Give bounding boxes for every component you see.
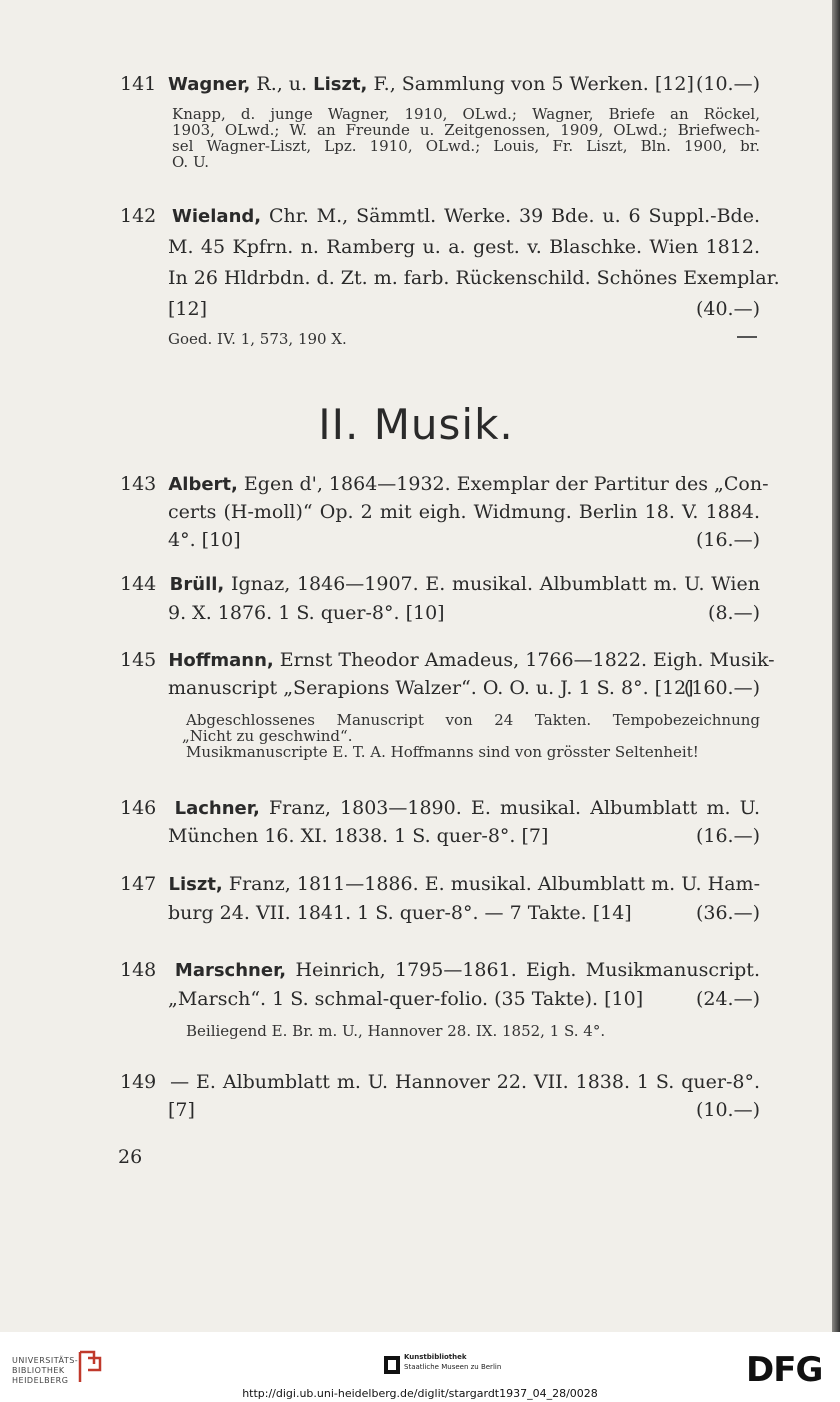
entry-line (120, 648, 775, 672)
entry-145 (120, 648, 775, 761)
entry-text: manuscript „Serapions Walzer“. O. O. u. J. 1 S. 8°. [12] (168, 677, 694, 699)
note-line: Beiliegend E. Br. m. U., Hannover 28. IX. 1852, 1 S. 4°. (186, 1022, 606, 1040)
university-logo-icon (74, 1348, 104, 1386)
entry-text: R., u. (250, 73, 314, 95)
entry-line (120, 204, 760, 228)
source-url[interactable]: http://digi.ub.uni-heidelberg.de/diglit/stargardt1937_04_28/0028 (242, 1387, 598, 1400)
entry-note (120, 712, 760, 760)
note-line: Goed. IV. 1, 573, 190 X. (168, 330, 347, 348)
entry-number: 147 (120, 873, 157, 895)
kunstbibliothek-logo-icon (384, 1356, 400, 1374)
entry-author: Lachner, (174, 798, 260, 819)
entry-author: Liszt, (168, 874, 223, 895)
entry-line (120, 1070, 760, 1094)
entry-text-2: F., Sammlung von 5 Werken. [12] (367, 73, 694, 95)
entry-146 (120, 796, 760, 848)
entry-line (120, 472, 769, 496)
entry-text: 9. X. 1876. 1 S. quer-8°. [10] (168, 602, 445, 624)
kunstbibliothek-label: Kunstbibliothek Staatliche Museen zu Berlin (404, 1353, 502, 1371)
entry-line (120, 824, 760, 848)
entry-line (120, 901, 760, 925)
entry-line (120, 601, 760, 625)
entry-number: 142 (120, 205, 157, 227)
page-edge (832, 0, 840, 1332)
entry-price: (160.—) (683, 677, 760, 699)
entry-note (120, 106, 760, 170)
entry-author: Albert, (168, 474, 238, 495)
entry-line (120, 958, 760, 982)
entry-number: 146 (120, 797, 157, 819)
entry-author: Wieland, (172, 206, 262, 227)
entry-148 (120, 958, 760, 1039)
entry-149 (120, 1070, 760, 1122)
entry-author: Hoffmann, (168, 650, 274, 671)
entry-number: 143 (120, 473, 157, 495)
entry-text: „Marsch“. 1 S. schmal-quer-folio. (35 Takte). [10] (168, 988, 644, 1010)
note-line: O. U. (172, 153, 209, 171)
entry-line (120, 796, 760, 820)
entry-price: (40.—) (695, 298, 760, 320)
entry-author: Brüll, (169, 574, 225, 595)
entry-142 (120, 204, 780, 348)
note-line: Knapp, d. junge Wagner, 1910, OLwd.; Wagner, Briefe an Röckel, (172, 105, 760, 123)
entry-price: (8.—) (708, 602, 760, 624)
entry-text: Heinrich, 1795—1861. Eigh. Musikmanuscript. (286, 959, 760, 981)
note-line: Musikmanuscripte E. T. A. Hoffmanns sind von grösster Seltenheit! (186, 743, 699, 761)
entry-line (120, 1098, 760, 1122)
entry-text: Franz, 1803—1890. E. musikal. Albumblatt m. U. (259, 797, 760, 819)
entry-text: Chr. M., Sämmtl. Werke. 39 Bde. u. 6 Suppl.-Bde. (261, 205, 760, 227)
entry-number: 141 (120, 73, 157, 95)
note-line: sel Wagner-Liszt, Lpz. 1910, OLwd.; Louis, Fr. Liszt, Bln. 1900, br. (172, 137, 760, 155)
entry-line: certs (H-moll)“ Op. 2 mit eigh. Widmung. Berlin 18. V. 1884. (168, 501, 760, 523)
entry-author-2: Liszt, (313, 74, 368, 95)
entry-141 (120, 72, 760, 170)
margin-mark (737, 336, 757, 338)
entry-price: (36.—) (695, 902, 760, 924)
entry-note (120, 1023, 760, 1039)
entry-price: (16.—) (695, 529, 760, 551)
entry-price: (10.—) (695, 1099, 760, 1121)
footer-bar (0, 1332, 840, 1402)
entry-number: 148 (120, 959, 157, 981)
entry-text: Ignaz, 1846—1907. E. musikal. Albumblatt m. U. Wien (224, 573, 760, 595)
university-library-label: UNIVERSITÄTS- BIBLIOTHEK HEIDELBERG (12, 1356, 79, 1385)
entry-147 (120, 872, 760, 925)
entry-text: 4°. [10] (168, 529, 241, 551)
section-heading: II. Musik. (318, 400, 514, 449)
entry-line: In 26 Hldrbdn. d. Zt. m. farb. Rückenschild. Schönes Exemplar. (168, 267, 780, 289)
dfg-logo: DFG (746, 1350, 823, 1390)
entry-text: burg 24. VII. 1841. 1 S. quer-8°. — 7 Takte. [14] (168, 902, 632, 924)
entry-price: (24.—) (695, 988, 760, 1010)
entry-line (120, 528, 760, 552)
entry-line (120, 72, 760, 96)
entry-text: Franz, 1811—1886. E. musikal. Albumblatt m. U. Ham- (222, 873, 760, 895)
entry-text: Ernst Theodor Amadeus, 1766—1822. Eigh. Musik- (273, 649, 775, 671)
entry-author: Wagner, (168, 74, 251, 95)
entry-author: Marschner, (174, 960, 287, 981)
entry-text: [7] (168, 1099, 195, 1121)
entry-number: 144 (120, 573, 157, 595)
entry-text: [12] (168, 298, 208, 320)
entry-note (120, 331, 760, 347)
entry-number: 149 (120, 1071, 157, 1093)
entry-line (120, 872, 760, 896)
entry-line (120, 676, 760, 700)
entry-line (120, 987, 760, 1011)
entry-text: — E. Albumblatt m. U. Hannover 22. VII. 1838. 1 S. quer-8°. (170, 1071, 760, 1093)
entry-text: München 16. XI. 1838. 1 S. quer-8°. [7] (168, 825, 549, 847)
entry-text: Egen d', 1864—1932. Exemplar der Partitur des „Con- (237, 473, 769, 495)
entry-price: (10.—) (695, 73, 760, 95)
entry-143 (120, 472, 769, 552)
entry-line (120, 572, 760, 596)
entry-144 (120, 572, 760, 625)
note-line: „Nicht zu geschwind“. (182, 727, 353, 745)
entry-number: 145 (120, 649, 157, 671)
page-number: 26 (118, 1146, 143, 1168)
entry-line: M. 45 Kpfrn. n. Ramberg u. a. gest. v. Blaschke. Wien 1812. (168, 236, 760, 258)
note-line: 1903, OLwd.; W. an Freunde u. Zeitgenossen, 1909, OLwd.; Briefwech- (172, 121, 760, 139)
entry-price: (16.—) (695, 825, 760, 847)
entry-line (120, 297, 760, 321)
note-line: Abgeschlossenes Manuscript von 24 Takten. Tempobezeichnung (186, 711, 760, 729)
